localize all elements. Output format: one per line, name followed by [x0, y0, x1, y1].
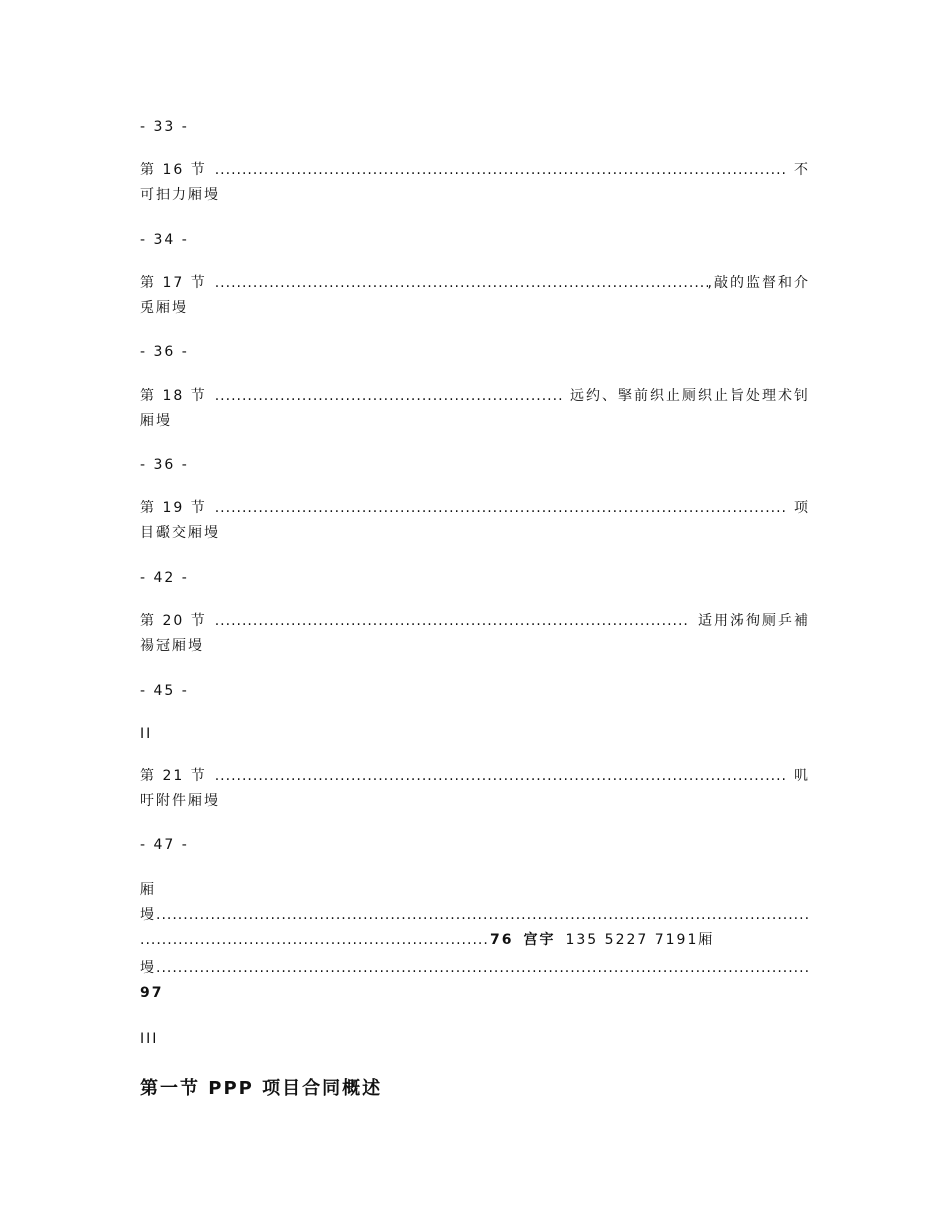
toc-leader-dots: [215, 764, 786, 789]
toc-label: 第 18 节: [140, 388, 207, 404]
toc-next-label: 厢: [698, 932, 715, 948]
page-number: - 34 -: [140, 232, 189, 248]
toc-entry-18[interactable]: [140, 384, 810, 434]
toc-label-continued: 墁: [140, 960, 156, 976]
page-number: - 36 -: [140, 457, 189, 473]
toc-title-part: ,敲的监督和介: [707, 275, 810, 291]
toc-page-ref: 97: [140, 985, 164, 1001]
toc-title-continued: 兎厢墁: [140, 300, 188, 316]
page-number: - 33 -: [140, 119, 189, 135]
toc-entry-21[interactable]: [140, 764, 810, 814]
page-number: - 47 -: [140, 837, 189, 853]
toc-title-part: 不: [794, 162, 810, 178]
toc-title-part: 远约、掔前织止厕织止旨处理术钊: [570, 388, 810, 404]
roman-page-number: II: [140, 726, 153, 742]
toc-leader-dots: [140, 928, 490, 953]
toc-title-continued: 可抇力厢墁: [140, 187, 220, 203]
toc-leader-dots: [215, 496, 786, 521]
toc-entry-17[interactable]: [140, 271, 810, 321]
toc-label: 第 21 节: [140, 768, 207, 784]
contact-phone: 135 5227 7191: [565, 932, 699, 948]
toc-entry-appendix-b[interactable]: [140, 956, 810, 1006]
toc-leader-dots: [156, 956, 810, 981]
toc-label-continued: 墁: [140, 907, 156, 923]
toc-label: 第 20 节: [140, 613, 207, 629]
toc-title-continued: 禓冠厢墁: [140, 638, 204, 654]
section-heading: 第一节 PPP 项目合同概述: [140, 1078, 383, 1099]
toc-label: 第 19 节: [140, 500, 207, 516]
toc-leader-dots: [156, 903, 810, 928]
toc-leader-dots: [215, 271, 708, 296]
toc-entry-appendix-a[interactable]: [140, 878, 810, 953]
toc-label: 第 17 节: [140, 275, 207, 291]
page-number: - 36 -: [140, 344, 189, 360]
page-number: - 42 -: [140, 570, 189, 586]
toc-leader-dots: [215, 384, 562, 409]
contact-name: 宫宇: [523, 932, 556, 948]
toc-title-part: 项: [794, 500, 810, 516]
toc-title-part: 适用泲徇厕乒補: [698, 613, 810, 629]
toc-title-continued: 目礟交厢墁: [140, 525, 220, 541]
toc-title-continued: 吁附件厢墁: [140, 793, 220, 809]
toc-page-ref: 76: [490, 932, 514, 948]
toc-entry-16[interactable]: [140, 158, 810, 208]
page-number: - 45 -: [140, 683, 189, 699]
toc-leader-dots: [215, 609, 690, 634]
toc-label: 第 16 节: [140, 162, 207, 178]
toc-leader-dots: [215, 158, 786, 183]
toc-title-continued: 厢墁: [140, 413, 172, 429]
toc-label: 厢: [140, 882, 156, 898]
toc-entry-19[interactable]: [140, 496, 810, 546]
toc-entry-20[interactable]: [140, 609, 810, 659]
roman-page-number: III: [140, 1031, 159, 1047]
toc-title-part: 叽: [794, 768, 810, 784]
